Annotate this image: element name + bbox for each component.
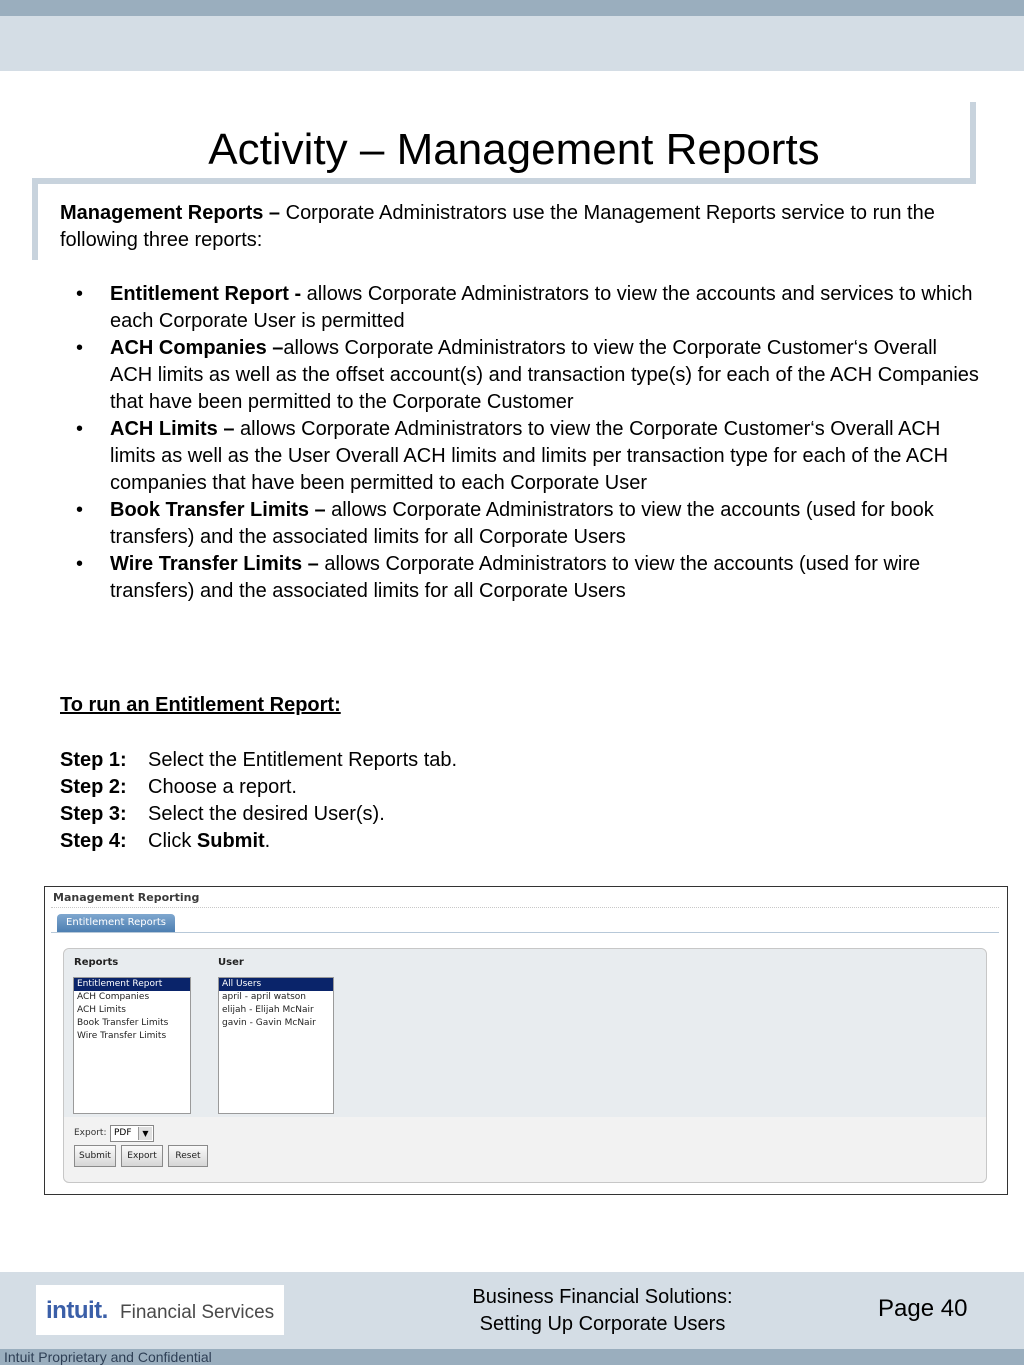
export-format-value: PDF [114, 1128, 132, 1138]
footer-line-2: Setting Up Corporate Users [479, 1313, 726, 1335]
top-band [0, 0, 1024, 16]
step-label: Step 2: [60, 776, 127, 798]
tab-entitlement-reports[interactable]: Entitlement Reports [57, 914, 175, 932]
list-item [60, 335, 980, 416]
list-item-bold: Wire Transfer Limits – [110, 553, 319, 575]
confidential-notice: Intuit Proprietary and Confidential [4, 1349, 212, 1365]
body-text [60, 200, 980, 605]
step-text: Choose a report. [148, 776, 297, 798]
bullet-icon: • [76, 337, 84, 359]
intro-text: Corporate Administrators use the Management Reports service to run the following three reports: [60, 202, 935, 251]
reports-listbox[interactable] [73, 977, 191, 1114]
footer-title [430, 1284, 775, 1338]
title-frame-bottom [32, 178, 976, 184]
step-bold-text: Submit [196, 830, 265, 852]
reports-label: Reports [74, 957, 119, 968]
list-item-text: allows Corporate Administrators to view the accounts (used for wire transfers) and the associated limits for all Corporate Users [110, 553, 921, 602]
steps-list [60, 747, 457, 855]
user-label: User [218, 957, 244, 968]
list-option-selected[interactable]: All Users [219, 978, 333, 991]
export-format-select[interactable] [110, 1125, 154, 1142]
report-panel-inner [64, 949, 986, 1117]
export-label: Export: [74, 1128, 107, 1138]
step-row [60, 828, 457, 855]
users-listbox[interactable] [218, 977, 334, 1114]
screenshot-header: Management Reporting [53, 891, 200, 904]
reset-button[interactable]: Reset [168, 1145, 208, 1167]
list-item-text: allows Corporate Administrators to view the accounts (used for book transfers) and the associated limits for all Corporate Users [110, 499, 934, 548]
divider [51, 907, 999, 908]
list-item-bold: ACH Limits – [110, 418, 235, 440]
list-option[interactable]: gavin - Gavin McNair [222, 1018, 316, 1028]
list-option[interactable]: Book Transfer Limits [77, 1018, 169, 1028]
list-option[interactable]: ACH Limits [77, 1005, 126, 1015]
step-label: Step 4: [60, 830, 127, 852]
step-row [60, 774, 457, 801]
list-option[interactable]: ACH Companies [77, 992, 150, 1002]
list-item [60, 281, 980, 335]
list-item-bold: Book Transfer Limits – [110, 499, 326, 521]
list-item [60, 551, 980, 605]
management-reporting-screenshot [44, 886, 1008, 1195]
list-item [60, 416, 980, 497]
bullet-icon: • [76, 499, 84, 521]
list-item-bold: ACH Companies – [110, 337, 284, 359]
list-option[interactable]: april - april watson [222, 992, 306, 1002]
export-button[interactable]: Export [121, 1145, 163, 1167]
dropdown-arrow-icon[interactable]: ▼ [138, 1127, 152, 1140]
page-number: Page 40 [878, 1295, 968, 1322]
step-label: Step 1: [60, 749, 127, 771]
bullet-icon: • [76, 283, 84, 305]
intuit-logo [36, 1285, 284, 1335]
title-frame-left [32, 178, 38, 260]
tab-underline [51, 932, 999, 933]
list-option[interactable]: elijah - Elijah McNair [222, 1005, 314, 1015]
step-tail: . [264, 830, 271, 852]
list-item-text: allows Corporate Administrators to view the accounts and services to which each Corporate User is permitted [110, 283, 973, 332]
header-bar [0, 16, 1024, 71]
step-text: Click [148, 830, 197, 852]
submit-button[interactable]: Submit [74, 1145, 116, 1167]
list-item-text: allows Corporate Administrators to view the Corporate Customer‘s Overall ACH limits as well as the User Overall ACH limits and limits per transaction type for each of the ACH companies that have been permitted to each Corporate User [110, 418, 949, 494]
list-item-bold: Entitlement Report - [110, 283, 302, 305]
report-panel [63, 948, 987, 1183]
bullet-icon: • [76, 418, 84, 440]
step-row [60, 747, 457, 774]
bullet-icon: • [76, 553, 84, 575]
step-label: Step 3: [60, 803, 127, 825]
list-item [60, 497, 980, 551]
footer-line-1: Business Financial Solutions: [472, 1286, 733, 1308]
step-text: Select the desired User(s). [148, 803, 385, 825]
page-title: Activity – Management Reports [208, 125, 820, 174]
intro-bold: Management Reports – [60, 202, 281, 224]
step-text: Select the Entitlement Reports tab. [148, 749, 458, 771]
list-option-selected[interactable]: Entitlement Report [74, 978, 190, 991]
report-list [60, 281, 980, 605]
howto-heading: To run an Entitlement Report: [60, 694, 341, 716]
logo-subtitle: Financial Services [120, 1302, 275, 1323]
intro-paragraph [60, 200, 980, 254]
list-option[interactable]: Wire Transfer Limits [77, 1031, 167, 1041]
logo-word: intuit. [46, 1297, 108, 1324]
list-item-text: allows Corporate Administrators to view the Corporate Customer‘s Overall ACH limits as well as the offset account(s) and transaction type(s) for each of the ACH Companies that have been permitted to the Corporate Customer [110, 337, 979, 413]
step-row [60, 801, 457, 828]
